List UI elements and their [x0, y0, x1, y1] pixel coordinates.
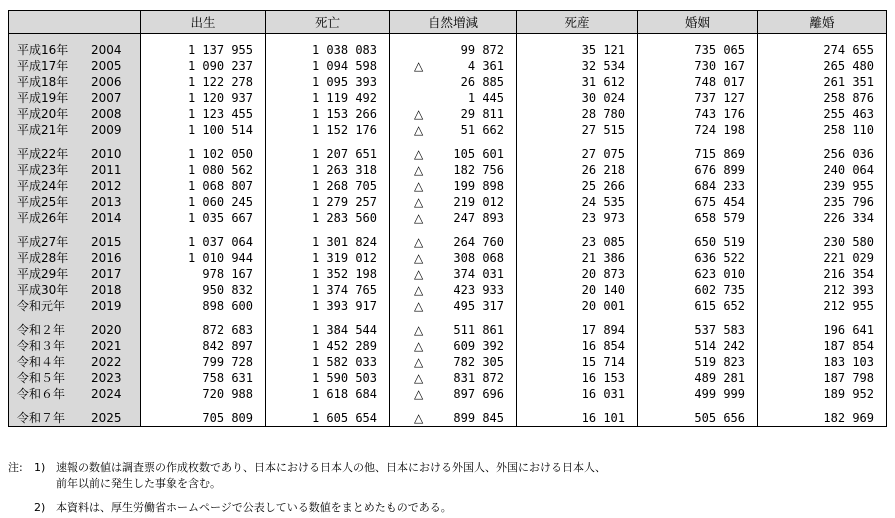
- marriages-cell: 519 823: [638, 354, 758, 370]
- vital-statistics-table: [8, 10, 887, 427]
- year-label-cell: [9, 210, 141, 226]
- negative-triangle-icon: △: [414, 387, 424, 401]
- stillbirths-cell: 17 894: [517, 322, 638, 338]
- year-label-cell: [9, 410, 141, 427]
- western-year-label: 2025: [91, 411, 122, 425]
- marriages-cell: 650 519: [638, 234, 758, 250]
- marriages-cell: 636 522: [638, 250, 758, 266]
- western-year-label: 2014: [91, 211, 122, 225]
- marriages-cell: 505 656: [638, 410, 758, 427]
- western-year-label: 2018: [91, 283, 122, 297]
- stillbirths-cell: 27 075: [517, 146, 638, 162]
- stillbirths-cell: 20 873: [517, 266, 638, 282]
- table-row: [9, 410, 887, 427]
- negative-triangle-icon: △: [414, 355, 424, 369]
- notes-label: 注:: [8, 461, 23, 474]
- western-year-label: 2005: [91, 59, 122, 73]
- marriages-cell: 623 010: [638, 266, 758, 282]
- natural-change-value: 99 872: [460, 43, 504, 57]
- natural-change-cell: [390, 386, 517, 402]
- natural-change-value: 29 811: [460, 107, 504, 121]
- group-spacer: [9, 226, 887, 234]
- stillbirths-cell: 27 515: [517, 122, 638, 138]
- header-births: 出生: [141, 11, 266, 34]
- negative-triangle-icon: △: [414, 179, 424, 193]
- western-year-label: 2024: [91, 387, 122, 401]
- deaths-cell: 1 268 705: [266, 178, 390, 194]
- table-row: [9, 90, 887, 106]
- marriages-cell: 715 869: [638, 146, 758, 162]
- natural-change-cell: [390, 338, 517, 354]
- births-cell: 799 728: [141, 354, 266, 370]
- year-label-cell: [9, 90, 141, 106]
- table-row: [9, 178, 887, 194]
- divorces-cell: 187 854: [758, 338, 887, 354]
- year-label-cell: [9, 266, 141, 282]
- year-label-cell: [9, 370, 141, 386]
- era-year-label: 令和３年: [17, 339, 66, 353]
- births-cell: 872 683: [141, 322, 266, 338]
- deaths-cell: 1 263 318: [266, 162, 390, 178]
- deaths-cell: 1 152 176: [266, 122, 390, 138]
- negative-triangle-icon: △: [414, 251, 424, 265]
- natural-change-value: 899 845: [453, 411, 504, 425]
- group-spacer: [9, 402, 887, 410]
- era-year-label: 平成23年: [17, 163, 69, 177]
- western-year-label: 2023: [91, 371, 122, 385]
- deaths-cell: 1 094 598: [266, 58, 390, 74]
- stillbirths-cell: 31 612: [517, 74, 638, 90]
- deaths-cell: 1 279 257: [266, 194, 390, 210]
- era-year-label: 平成17年: [17, 59, 69, 73]
- natural-change-cell: [390, 122, 517, 138]
- marriages-cell: 724 198: [638, 122, 758, 138]
- era-year-label: 令和７年: [17, 411, 66, 425]
- western-year-label: 2012: [91, 179, 122, 193]
- header-row: [9, 11, 887, 34]
- births-cell: 758 631: [141, 370, 266, 386]
- divorces-cell: 258 876: [758, 90, 887, 106]
- negative-triangle-icon: △: [414, 411, 424, 425]
- deaths-cell: 1 590 503: [266, 370, 390, 386]
- year-label-cell: [9, 42, 141, 58]
- group-spacer: [9, 314, 887, 322]
- natural-change-value: 308 068: [453, 251, 504, 265]
- era-year-label: 平成18年: [17, 75, 69, 89]
- stillbirths-cell: 16 854: [517, 338, 638, 354]
- western-year-label: 2020: [91, 323, 122, 337]
- stillbirths-cell: 28 780: [517, 106, 638, 122]
- era-year-label: 平成19年: [17, 91, 69, 105]
- natural-change-value: 423 933: [453, 283, 504, 297]
- stillbirths-cell: 30 024: [517, 90, 638, 106]
- note-text: 速報の数値は調査票の作成枚数であり、日本における日本人の他、日本における外国人、外国における日本人、 前年以前に発生した事象を含む。: [56, 461, 606, 490]
- western-year-label: 2013: [91, 195, 122, 209]
- natural-change-value: 782 305: [453, 355, 504, 369]
- table-row: [9, 146, 887, 162]
- deaths-cell: 1 374 765: [266, 282, 390, 298]
- natural-change-value: 199 898: [453, 179, 504, 193]
- births-cell: 1 090 237: [141, 58, 266, 74]
- marriages-cell: 615 652: [638, 298, 758, 314]
- divorces-cell: 212 393: [758, 282, 887, 298]
- year-label-cell: [9, 282, 141, 298]
- natural-change-cell: [390, 266, 517, 282]
- births-cell: 1 102 050: [141, 146, 266, 162]
- marriages-cell: 730 167: [638, 58, 758, 74]
- marriages-cell: 737 127: [638, 90, 758, 106]
- header-natural-change: 自然増減: [390, 11, 517, 34]
- era-year-label: 平成24年: [17, 179, 69, 193]
- natural-change-cell: [390, 90, 517, 106]
- deaths-cell: 1 384 544: [266, 322, 390, 338]
- natural-change-cell: [390, 178, 517, 194]
- natural-change-value: 374 031: [453, 267, 504, 281]
- births-cell: 842 897: [141, 338, 266, 354]
- era-year-label: 平成22年: [17, 147, 69, 161]
- deaths-cell: 1 038 083: [266, 42, 390, 58]
- divorces-cell: 212 955: [758, 298, 887, 314]
- western-year-label: 2009: [91, 123, 122, 137]
- natural-change-cell: [390, 410, 517, 427]
- western-year-label: 2022: [91, 355, 122, 369]
- negative-triangle-icon: △: [414, 283, 424, 297]
- deaths-cell: 1 283 560: [266, 210, 390, 226]
- marriages-cell: 735 065: [638, 42, 758, 58]
- divorces-cell: 261 351: [758, 74, 887, 90]
- negative-triangle-icon: △: [414, 163, 424, 177]
- births-cell: 1 060 245: [141, 194, 266, 210]
- table-row: [9, 58, 887, 74]
- divorces-cell: 189 952: [758, 386, 887, 402]
- deaths-cell: 1 582 033: [266, 354, 390, 370]
- stillbirths-cell: 16 101: [517, 410, 638, 427]
- natural-change-cell: [390, 162, 517, 178]
- divorces-cell: 256 036: [758, 146, 887, 162]
- marriages-cell: 658 579: [638, 210, 758, 226]
- year-label-cell: [9, 178, 141, 194]
- table-row: [9, 282, 887, 298]
- natural-change-value: 247 893: [453, 211, 504, 225]
- negative-triangle-icon: △: [414, 299, 424, 313]
- marriages-cell: 602 735: [638, 282, 758, 298]
- table-row: [9, 370, 887, 386]
- births-cell: 1 100 514: [141, 122, 266, 138]
- era-year-label: 平成28年: [17, 251, 69, 265]
- year-label-cell: [9, 354, 141, 370]
- year-label-cell: [9, 250, 141, 266]
- table-row: [9, 42, 887, 58]
- natural-change-cell: [390, 234, 517, 250]
- stillbirths-cell: 16 153: [517, 370, 638, 386]
- era-year-label: 平成25年: [17, 195, 69, 209]
- note-text: 本資料は、厚生労働省ホームページで公表している数値をまとめたものである。: [56, 501, 452, 514]
- note-number: 1): [34, 461, 46, 474]
- table-row: [9, 106, 887, 122]
- marriages-cell: 499 999: [638, 386, 758, 402]
- era-year-label: 平成20年: [17, 107, 69, 121]
- western-year-label: 2011: [91, 163, 122, 177]
- natural-change-value: 511 861: [453, 323, 504, 337]
- table-row: [9, 298, 887, 314]
- births-cell: 720 988: [141, 386, 266, 402]
- era-year-label: 令和５年: [17, 371, 66, 385]
- stillbirths-cell: 35 121: [517, 42, 638, 58]
- natural-change-cell: [390, 370, 517, 386]
- stillbirths-cell: 21 386: [517, 250, 638, 266]
- marriages-cell: 684 233: [638, 178, 758, 194]
- western-year-label: 2016: [91, 251, 122, 265]
- year-label-cell: [9, 298, 141, 314]
- negative-triangle-icon: △: [414, 147, 424, 161]
- stillbirths-cell: 16 031: [517, 386, 638, 402]
- table-row: [9, 210, 887, 226]
- deaths-cell: 1 352 198: [266, 266, 390, 282]
- deaths-cell: 1 393 917: [266, 298, 390, 314]
- births-cell: 1 037 064: [141, 234, 266, 250]
- stillbirths-cell: 20 001: [517, 298, 638, 314]
- natural-change-value: 495 317: [453, 299, 504, 313]
- divorces-cell: 230 580: [758, 234, 887, 250]
- era-year-label: 令和４年: [17, 355, 66, 369]
- divorces-cell: 240 064: [758, 162, 887, 178]
- births-cell: 978 167: [141, 266, 266, 282]
- era-year-label: 平成16年: [17, 43, 69, 57]
- era-year-label: 令和元年: [17, 299, 66, 313]
- natural-change-cell: [390, 322, 517, 338]
- births-cell: 1 123 455: [141, 106, 266, 122]
- note-number: 2): [34, 501, 46, 514]
- divorces-cell: 187 798: [758, 370, 887, 386]
- marriages-cell: 675 454: [638, 194, 758, 210]
- western-year-label: 2010: [91, 147, 122, 161]
- note-item: [8, 500, 606, 516]
- table-row: [9, 250, 887, 266]
- stillbirths-cell: 32 534: [517, 58, 638, 74]
- natural-change-value: 182 756: [453, 163, 504, 177]
- births-cell: 705 809: [141, 410, 266, 427]
- natural-change-value: 4 361: [467, 59, 504, 73]
- corner-header-cell: [9, 11, 141, 34]
- births-cell: 898 600: [141, 298, 266, 314]
- divorces-cell: 182 969: [758, 410, 887, 427]
- year-label-cell: [9, 386, 141, 402]
- table-row: [9, 322, 887, 338]
- deaths-cell: 1 207 651: [266, 146, 390, 162]
- table-body: [9, 34, 887, 427]
- deaths-cell: 1 301 824: [266, 234, 390, 250]
- natural-change-value: 1 445: [467, 91, 504, 105]
- table-row: [9, 338, 887, 354]
- table-row: [9, 162, 887, 178]
- stillbirths-cell: 15 714: [517, 354, 638, 370]
- divorces-cell: 239 955: [758, 178, 887, 194]
- divorces-cell: 258 110: [758, 122, 887, 138]
- natural-change-cell: [390, 298, 517, 314]
- era-year-label: 平成29年: [17, 267, 69, 281]
- natural-change-cell: [390, 210, 517, 226]
- western-year-label: 2021: [91, 339, 122, 353]
- negative-triangle-icon: △: [414, 323, 424, 337]
- deaths-cell: 1 119 492: [266, 90, 390, 106]
- table-row: [9, 266, 887, 282]
- stillbirths-cell: 26 218: [517, 162, 638, 178]
- natural-change-cell: [390, 106, 517, 122]
- year-label-cell: [9, 162, 141, 178]
- marriages-cell: 514 242: [638, 338, 758, 354]
- group-spacer: [9, 138, 887, 146]
- natural-change-cell: [390, 354, 517, 370]
- group-spacer: [9, 34, 887, 43]
- western-year-label: 2008: [91, 107, 122, 121]
- era-year-label: 令和６年: [17, 387, 66, 401]
- births-cell: 1 080 562: [141, 162, 266, 178]
- natural-change-value: 105 601: [453, 147, 504, 161]
- deaths-cell: 1 452 289: [266, 338, 390, 354]
- births-cell: 1 122 278: [141, 74, 266, 90]
- negative-triangle-icon: △: [414, 339, 424, 353]
- natural-change-value: 264 760: [453, 235, 504, 249]
- western-year-label: 2004: [91, 43, 122, 57]
- natural-change-cell: [390, 74, 517, 90]
- header-marriages: 婚姻: [638, 11, 758, 34]
- table-row: [9, 386, 887, 402]
- era-year-label: 平成21年: [17, 123, 69, 137]
- year-label-cell: [9, 58, 141, 74]
- divorces-cell: 196 641: [758, 322, 887, 338]
- natural-change-cell: [390, 146, 517, 162]
- marriages-cell: 748 017: [638, 74, 758, 90]
- note-item: [8, 460, 606, 492]
- year-label-cell: [9, 194, 141, 210]
- stillbirths-cell: 25 266: [517, 178, 638, 194]
- divorces-cell: 255 463: [758, 106, 887, 122]
- natural-change-value: 831 872: [453, 371, 504, 385]
- year-label-cell: [9, 146, 141, 162]
- births-cell: 1 120 937: [141, 90, 266, 106]
- western-year-label: 2007: [91, 91, 122, 105]
- divorces-cell: 216 354: [758, 266, 887, 282]
- year-label-cell: [9, 338, 141, 354]
- natural-change-cell: [390, 282, 517, 298]
- header-divorces: 離婚: [758, 11, 887, 34]
- births-cell: 1 010 944: [141, 250, 266, 266]
- notes: [8, 460, 606, 516]
- deaths-cell: 1 319 012: [266, 250, 390, 266]
- year-label-cell: [9, 122, 141, 138]
- year-label-cell: [9, 74, 141, 90]
- year-label-cell: [9, 322, 141, 338]
- era-year-label: 平成30年: [17, 283, 69, 297]
- natural-change-value: 26 885: [460, 75, 504, 89]
- natural-change-value: 51 662: [460, 123, 504, 137]
- divorces-cell: 221 029: [758, 250, 887, 266]
- divorces-cell: 274 655: [758, 42, 887, 58]
- deaths-cell: 1 153 266: [266, 106, 390, 122]
- deaths-cell: 1 095 393: [266, 74, 390, 90]
- births-cell: 1 137 955: [141, 42, 266, 58]
- divorces-cell: 235 796: [758, 194, 887, 210]
- table-row: [9, 354, 887, 370]
- negative-triangle-icon: △: [414, 123, 424, 137]
- stillbirths-cell: 23 085: [517, 234, 638, 250]
- negative-triangle-icon: △: [414, 371, 424, 385]
- negative-triangle-icon: △: [414, 267, 424, 281]
- natural-change-cell: [390, 58, 517, 74]
- western-year-label: 2006: [91, 75, 122, 89]
- natural-change-cell: [390, 42, 517, 58]
- era-year-label: 平成27年: [17, 235, 69, 249]
- negative-triangle-icon: △: [414, 211, 424, 225]
- stillbirths-cell: 20 140: [517, 282, 638, 298]
- natural-change-value: 609 392: [453, 339, 504, 353]
- deaths-cell: 1 605 654: [266, 410, 390, 427]
- natural-change-cell: [390, 194, 517, 210]
- negative-triangle-icon: △: [414, 59, 424, 73]
- table-row: [9, 74, 887, 90]
- year-label-cell: [9, 106, 141, 122]
- marriages-cell: 489 281: [638, 370, 758, 386]
- marriages-cell: 537 583: [638, 322, 758, 338]
- table-row: [9, 122, 887, 138]
- western-year-label: 2019: [91, 299, 122, 313]
- era-year-label: 平成26年: [17, 211, 69, 225]
- marriages-cell: 676 899: [638, 162, 758, 178]
- divorces-cell: 226 334: [758, 210, 887, 226]
- negative-triangle-icon: △: [414, 235, 424, 249]
- negative-triangle-icon: △: [414, 107, 424, 121]
- marriages-cell: 743 176: [638, 106, 758, 122]
- deaths-cell: 1 618 684: [266, 386, 390, 402]
- natural-change-value: 897 696: [453, 387, 504, 401]
- births-cell: 1 068 807: [141, 178, 266, 194]
- era-year-label: 令和２年: [17, 323, 66, 337]
- year-label-cell: [9, 234, 141, 250]
- header-stillbirths: 死産: [517, 11, 638, 34]
- divorces-cell: 265 480: [758, 58, 887, 74]
- natural-change-cell: [390, 250, 517, 266]
- table-row: [9, 234, 887, 250]
- births-cell: 950 832: [141, 282, 266, 298]
- table-row: [9, 194, 887, 210]
- divorces-cell: 183 103: [758, 354, 887, 370]
- stillbirths-cell: 23 973: [517, 210, 638, 226]
- stillbirths-cell: 24 535: [517, 194, 638, 210]
- births-cell: 1 035 667: [141, 210, 266, 226]
- western-year-label: 2015: [91, 235, 122, 249]
- natural-change-value: 219 012: [453, 195, 504, 209]
- header-deaths: 死亡: [266, 11, 390, 34]
- negative-triangle-icon: △: [414, 195, 424, 209]
- western-year-label: 2017: [91, 267, 122, 281]
